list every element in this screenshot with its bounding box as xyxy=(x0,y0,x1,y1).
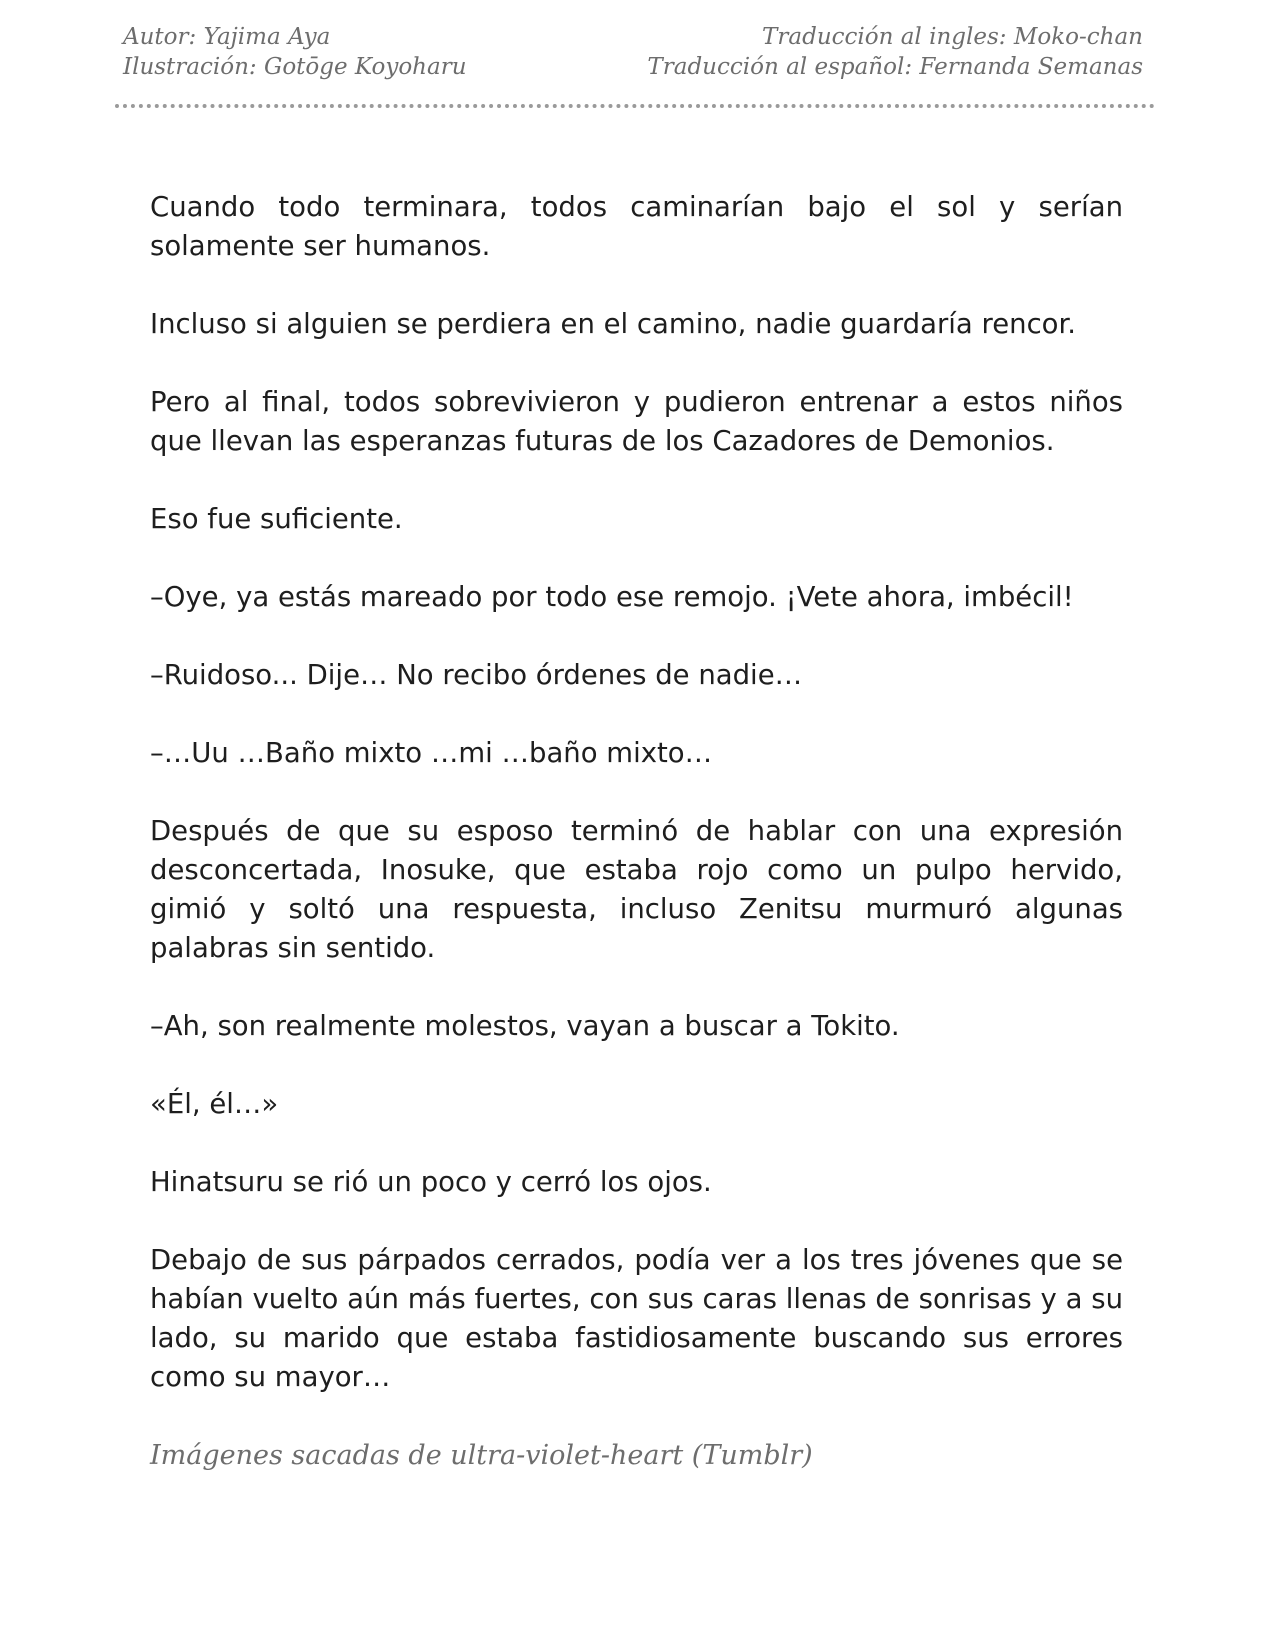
story-body xyxy=(150,188,1123,1475)
paragraph: Hinatsuru se rió un poco y cerró los ojos. xyxy=(150,1166,712,1198)
thought-line: «Él, él…» xyxy=(150,1088,279,1120)
paragraph: Debajo de sus párpados cerrados, podía ver a los tres jóvenes que se habían vuelto aún más fuertes, con sus caras llenas de sonrisas y a su lado, su marido que estaba fastidiosamente buscando sus errores como su mayor… xyxy=(150,1244,1123,1393)
dialogue-line: –Oye, ya estás mareado por todo ese remojo. ¡Vete ahora, imbécil! xyxy=(150,581,1074,613)
paragraph: Eso fue suficiente. xyxy=(150,503,403,535)
paragraph: Después de que su esposo terminó de hablar con una expresión desconcertada, Inosuke, que estaba rojo como un pulpo hervido, gimió y soltó una respuesta, incluso Zenitsu murmuró algunas palabras sin sentido. xyxy=(150,815,1123,964)
author-credit: Autor: Yajima Aya xyxy=(123,24,331,50)
spanish-translation-credit: Traducción al español: Fernanda Semanas xyxy=(647,54,1143,80)
page-header xyxy=(123,22,1143,84)
illustration-credit: Ilustración: Gotōge Koyoharu xyxy=(123,54,467,80)
dialogue-line: –…Uu …Baño mixto …mi …baño mixto… xyxy=(150,737,713,769)
dialogue-line: –Ruidoso... Dije… No recibo órdenes de nadie… xyxy=(150,659,803,691)
english-translation-credit: Traducción al ingles: Moko-chan xyxy=(762,24,1143,50)
image-source-note: Imágenes sacadas de ultra-violet-heart (Tumblr) xyxy=(150,1440,813,1471)
paragraph: Cuando todo terminara, todos caminarían bajo el sol y serían solamente ser humanos. xyxy=(150,191,1123,262)
header-divider xyxy=(115,104,1155,108)
paragraph: Incluso si alguien se perdiera en el camino, nadie guardaría rencor. xyxy=(150,308,1077,340)
paragraph: Pero al final, todos sobrevivieron y pudieron entrenar a estos niños que llevan las esperanzas futuras de los Cazadores de Demonios. xyxy=(150,386,1123,457)
dialogue-line: –Ah, son realmente molestos, vayan a buscar a Tokito. xyxy=(150,1010,900,1042)
